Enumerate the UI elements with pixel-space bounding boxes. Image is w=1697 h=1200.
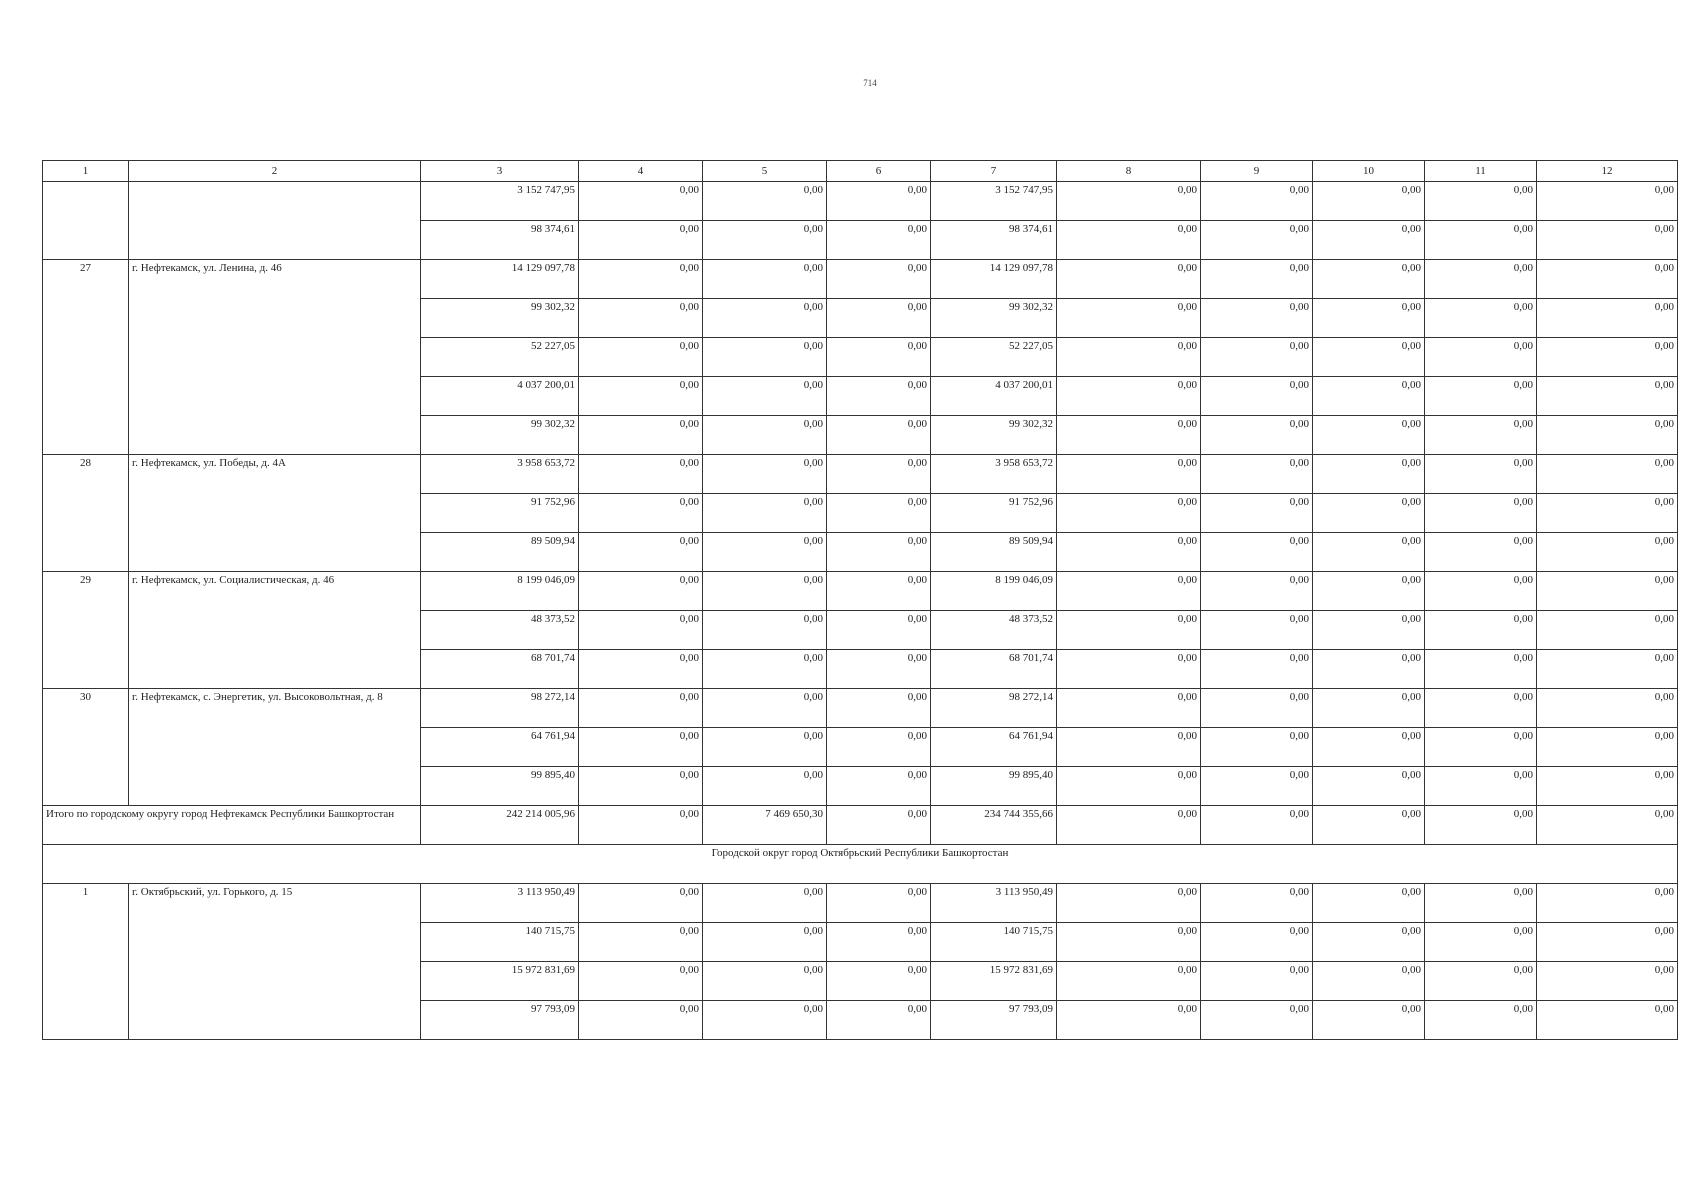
value-cell: 0,00 (579, 221, 703, 260)
value-cell: 0,00 (827, 962, 931, 1001)
value-cell: 0,00 (827, 260, 931, 299)
row-number: 29 (43, 572, 129, 689)
value-cell: 64 761,94 (931, 728, 1057, 767)
value-cell: 0,00 (1201, 689, 1313, 728)
value-cell: 0,00 (1425, 923, 1537, 962)
value-cell: 3 152 747,95 (421, 182, 579, 221)
value-cell: 0,00 (1313, 494, 1425, 533)
value-cell: 0,00 (1057, 260, 1201, 299)
value-cell: 0,00 (1057, 416, 1201, 455)
value-cell: 0,00 (1425, 416, 1537, 455)
column-header: 5 (703, 161, 827, 182)
value-cell: 14 129 097,78 (421, 260, 579, 299)
value-cell: 0,00 (703, 1001, 827, 1040)
value-cell: 0,00 (1057, 221, 1201, 260)
value-cell: 0,00 (1425, 650, 1537, 689)
value-cell: 0,00 (579, 416, 703, 455)
value-cell: 0,00 (1313, 923, 1425, 962)
value-cell: 0,00 (1537, 728, 1678, 767)
value-cell: 0,00 (579, 572, 703, 611)
section-row (43, 845, 1678, 884)
value-cell: 0,00 (1313, 299, 1425, 338)
value-cell: 0,00 (827, 221, 931, 260)
value-cell: 0,00 (1425, 884, 1537, 923)
value-cell: 0,00 (1425, 260, 1537, 299)
table-row (43, 572, 1678, 611)
value-cell: 0,00 (703, 962, 827, 1001)
value-cell: 0,00 (827, 377, 931, 416)
row-number (43, 182, 129, 260)
value-cell: 91 752,96 (421, 494, 579, 533)
row-number: 27 (43, 260, 129, 455)
value-cell: 0,00 (1425, 377, 1537, 416)
value-cell: 0,00 (1313, 533, 1425, 572)
value-cell: 0,00 (827, 494, 931, 533)
value-cell: 0,00 (1057, 338, 1201, 377)
value-cell: 0,00 (1201, 962, 1313, 1001)
value-cell: 0,00 (1057, 728, 1201, 767)
value-cell: 0,00 (1313, 884, 1425, 923)
value-cell: 0,00 (1313, 377, 1425, 416)
column-header: 11 (1425, 161, 1537, 182)
address-cell: г. Октябрьский, ул. Горького, д. 15 (129, 884, 421, 1040)
value-cell: 15 972 831,69 (421, 962, 579, 1001)
column-header: 12 (1537, 161, 1678, 182)
value-cell: 0,00 (1537, 455, 1678, 494)
value-cell: 4 037 200,01 (421, 377, 579, 416)
value-cell: 0,00 (1057, 611, 1201, 650)
value-cell: 0,00 (1057, 377, 1201, 416)
value-cell: 8 199 046,09 (931, 572, 1057, 611)
value-cell: 0,00 (579, 260, 703, 299)
column-header: 6 (827, 161, 931, 182)
value-cell: 0,00 (703, 221, 827, 260)
value-cell: 89 509,94 (421, 533, 579, 572)
column-header: 10 (1313, 161, 1425, 182)
value-cell: 14 129 097,78 (931, 260, 1057, 299)
value-cell: 3 958 653,72 (931, 455, 1057, 494)
value-cell: 0,00 (703, 182, 827, 221)
value-cell: 0,00 (1313, 767, 1425, 806)
value-cell: 0,00 (827, 455, 931, 494)
column-header: 3 (421, 161, 579, 182)
value-cell: 0,00 (1057, 182, 1201, 221)
value-cell: 91 752,96 (931, 494, 1057, 533)
table-wrapper (42, 160, 1678, 1040)
value-cell: 0,00 (1537, 221, 1678, 260)
value-cell: 0,00 (1057, 533, 1201, 572)
value-cell: 140 715,75 (421, 923, 579, 962)
value-cell: 68 701,74 (931, 650, 1057, 689)
column-header: 2 (129, 161, 421, 182)
total-value: 0,00 (1425, 806, 1537, 845)
value-cell: 99 302,32 (421, 416, 579, 455)
value-cell: 0,00 (1201, 455, 1313, 494)
value-cell: 0,00 (827, 416, 931, 455)
address-cell: г. Нефтекамск, ул. Социалистическая, д. 46 (129, 572, 421, 689)
value-cell: 0,00 (579, 1001, 703, 1040)
value-cell: 0,00 (1057, 299, 1201, 338)
total-value: 7 469 650,30 (703, 806, 827, 845)
value-cell: 99 895,40 (931, 767, 1057, 806)
address-cell: г. Нефтекамск, ул. Победы, д. 4А (129, 455, 421, 572)
value-cell: 0,00 (1201, 650, 1313, 689)
value-cell: 0,00 (703, 650, 827, 689)
value-cell: 0,00 (1537, 884, 1678, 923)
value-cell: 0,00 (1313, 416, 1425, 455)
value-cell: 0,00 (1201, 728, 1313, 767)
value-cell: 0,00 (1201, 221, 1313, 260)
value-cell: 0,00 (703, 611, 827, 650)
table-row (43, 689, 1678, 728)
value-cell: 0,00 (827, 533, 931, 572)
value-cell: 0,00 (703, 767, 827, 806)
value-cell: 0,00 (1425, 572, 1537, 611)
value-cell: 0,00 (1057, 767, 1201, 806)
row-number: 30 (43, 689, 129, 806)
value-cell: 0,00 (1425, 182, 1537, 221)
value-cell: 0,00 (1313, 1001, 1425, 1040)
value-cell: 0,00 (703, 494, 827, 533)
value-cell: 0,00 (1425, 494, 1537, 533)
value-cell: 0,00 (827, 182, 931, 221)
value-cell: 0,00 (1057, 494, 1201, 533)
value-cell: 0,00 (579, 923, 703, 962)
value-cell: 0,00 (703, 260, 827, 299)
value-cell: 3 152 747,95 (931, 182, 1057, 221)
value-cell: 0,00 (579, 182, 703, 221)
value-cell: 0,00 (827, 338, 931, 377)
address-cell: г. Нефтекамск, с. Энергетик, ул. Высоковольтная, д. 8 (129, 689, 421, 806)
total-value: 0,00 (1057, 806, 1201, 845)
value-cell: 0,00 (1057, 572, 1201, 611)
value-cell: 0,00 (703, 728, 827, 767)
address-cell: г. Нефтекамск, ул. Ленина, д. 46 (129, 260, 421, 455)
value-cell: 0,00 (703, 572, 827, 611)
total-value: 234 744 355,66 (931, 806, 1057, 845)
value-cell: 0,00 (1313, 221, 1425, 260)
value-cell: 0,00 (1425, 221, 1537, 260)
column-header: 8 (1057, 161, 1201, 182)
value-cell: 0,00 (1313, 338, 1425, 377)
value-cell: 0,00 (1057, 689, 1201, 728)
value-cell: 4 037 200,01 (931, 377, 1057, 416)
value-cell: 0,00 (1537, 299, 1678, 338)
value-cell: 64 761,94 (421, 728, 579, 767)
value-cell: 0,00 (827, 923, 931, 962)
value-cell: 97 793,09 (421, 1001, 579, 1040)
value-cell: 0,00 (1057, 1001, 1201, 1040)
value-cell: 140 715,75 (931, 923, 1057, 962)
value-cell: 0,00 (827, 572, 931, 611)
table-row (43, 260, 1678, 299)
value-cell: 0,00 (827, 650, 931, 689)
value-cell: 0,00 (1537, 611, 1678, 650)
column-header: 4 (579, 161, 703, 182)
value-cell: 0,00 (1425, 611, 1537, 650)
value-cell: 52 227,05 (421, 338, 579, 377)
column-header: 1 (43, 161, 129, 182)
value-cell: 0,00 (1537, 182, 1678, 221)
value-cell: 0,00 (827, 728, 931, 767)
header-row (43, 161, 1678, 182)
value-cell: 3 113 950,49 (421, 884, 579, 923)
value-cell: 48 373,52 (421, 611, 579, 650)
value-cell: 0,00 (1313, 182, 1425, 221)
value-cell: 99 895,40 (421, 767, 579, 806)
value-cell: 0,00 (1201, 923, 1313, 962)
value-cell: 0,00 (1201, 416, 1313, 455)
value-cell: 3 958 653,72 (421, 455, 579, 494)
value-cell: 0,00 (827, 1001, 931, 1040)
value-cell: 0,00 (1425, 767, 1537, 806)
value-cell: 0,00 (827, 884, 931, 923)
value-cell: 8 199 046,09 (421, 572, 579, 611)
value-cell: 0,00 (1537, 260, 1678, 299)
value-cell: 0,00 (1057, 962, 1201, 1001)
value-cell: 0,00 (1201, 533, 1313, 572)
total-value: 0,00 (1313, 806, 1425, 845)
table-row (43, 182, 1678, 221)
page-number: 714 (863, 78, 877, 88)
value-cell: 0,00 (579, 377, 703, 416)
value-cell: 0,00 (579, 962, 703, 1001)
value-cell: 0,00 (579, 650, 703, 689)
value-cell: 0,00 (1425, 689, 1537, 728)
total-row (43, 806, 1678, 845)
value-cell: 0,00 (1537, 962, 1678, 1001)
data-table (42, 160, 1678, 1040)
value-cell: 0,00 (703, 416, 827, 455)
value-cell: 0,00 (579, 299, 703, 338)
value-cell: 0,00 (1201, 1001, 1313, 1040)
value-cell: 99 302,32 (421, 299, 579, 338)
value-cell: 0,00 (1537, 1001, 1678, 1040)
value-cell: 0,00 (579, 884, 703, 923)
value-cell: 68 701,74 (421, 650, 579, 689)
value-cell: 0,00 (1057, 884, 1201, 923)
table-row (43, 455, 1678, 494)
value-cell: 0,00 (579, 728, 703, 767)
value-cell: 0,00 (579, 689, 703, 728)
table-body (43, 161, 1678, 1040)
value-cell: 0,00 (1425, 728, 1537, 767)
value-cell: 0,00 (579, 767, 703, 806)
value-cell: 0,00 (1057, 650, 1201, 689)
value-cell: 0,00 (1425, 962, 1537, 1001)
value-cell: 3 113 950,49 (931, 884, 1057, 923)
value-cell: 0,00 (1313, 689, 1425, 728)
value-cell: 99 302,32 (931, 299, 1057, 338)
value-cell: 0,00 (1537, 533, 1678, 572)
value-cell: 0,00 (1425, 455, 1537, 494)
value-cell: 0,00 (1201, 182, 1313, 221)
value-cell: 0,00 (1201, 884, 1313, 923)
total-value: 242 214 005,96 (421, 806, 579, 845)
value-cell: 98 272,14 (931, 689, 1057, 728)
value-cell: 0,00 (1537, 494, 1678, 533)
value-cell: 0,00 (1313, 650, 1425, 689)
address-cell (129, 182, 421, 260)
value-cell: 0,00 (1057, 455, 1201, 494)
value-cell: 0,00 (1425, 1001, 1537, 1040)
value-cell: 0,00 (1537, 572, 1678, 611)
value-cell: 0,00 (1313, 962, 1425, 1001)
value-cell: 0,00 (1313, 260, 1425, 299)
value-cell: 0,00 (827, 611, 931, 650)
total-value: 0,00 (1537, 806, 1678, 845)
value-cell: 0,00 (703, 377, 827, 416)
value-cell: 0,00 (1313, 455, 1425, 494)
value-cell: 98 374,61 (421, 221, 579, 260)
value-cell: 0,00 (1057, 923, 1201, 962)
value-cell: 0,00 (579, 533, 703, 572)
total-value: 0,00 (1201, 806, 1313, 845)
value-cell: 0,00 (1425, 533, 1537, 572)
value-cell: 0,00 (1313, 728, 1425, 767)
section-title: Городской округ город Октябрьский Республики Башкортостан (43, 845, 1678, 884)
row-number: 28 (43, 455, 129, 572)
total-value: 0,00 (579, 806, 703, 845)
value-cell: 89 509,94 (931, 533, 1057, 572)
value-cell: 0,00 (1313, 572, 1425, 611)
value-cell: 52 227,05 (931, 338, 1057, 377)
value-cell: 97 793,09 (931, 1001, 1057, 1040)
column-header: 9 (1201, 161, 1313, 182)
value-cell: 0,00 (703, 884, 827, 923)
value-cell: 48 373,52 (931, 611, 1057, 650)
value-cell: 0,00 (579, 611, 703, 650)
value-cell: 0,00 (827, 767, 931, 806)
value-cell: 0,00 (579, 455, 703, 494)
value-cell: 0,00 (827, 299, 931, 338)
value-cell: 0,00 (1537, 338, 1678, 377)
value-cell: 0,00 (1201, 377, 1313, 416)
value-cell: 15 972 831,69 (931, 962, 1057, 1001)
value-cell: 0,00 (703, 338, 827, 377)
value-cell: 98 374,61 (931, 221, 1057, 260)
value-cell: 0,00 (579, 494, 703, 533)
value-cell: 0,00 (703, 533, 827, 572)
value-cell: 0,00 (1313, 611, 1425, 650)
value-cell: 0,00 (1537, 377, 1678, 416)
column-header: 7 (931, 161, 1057, 182)
value-cell: 98 272,14 (421, 689, 579, 728)
total-value: 0,00 (827, 806, 931, 845)
table-row (43, 884, 1678, 923)
value-cell: 0,00 (1425, 299, 1537, 338)
value-cell: 0,00 (1201, 299, 1313, 338)
value-cell: 0,00 (1537, 650, 1678, 689)
value-cell: 0,00 (827, 689, 931, 728)
value-cell: 0,00 (1201, 767, 1313, 806)
value-cell: 0,00 (1425, 338, 1537, 377)
value-cell: 0,00 (1201, 338, 1313, 377)
value-cell: 0,00 (1537, 923, 1678, 962)
total-label: Итого по городскому округу город Нефтекамск Республики Башкортостан (43, 806, 421, 845)
value-cell: 0,00 (1537, 767, 1678, 806)
value-cell: 0,00 (703, 923, 827, 962)
value-cell: 0,00 (1201, 260, 1313, 299)
value-cell: 0,00 (1537, 416, 1678, 455)
value-cell: 0,00 (1201, 494, 1313, 533)
value-cell: 0,00 (1537, 689, 1678, 728)
value-cell: 0,00 (579, 338, 703, 377)
value-cell: 0,00 (703, 689, 827, 728)
value-cell: 0,00 (703, 299, 827, 338)
value-cell: 0,00 (703, 455, 827, 494)
value-cell: 99 302,32 (931, 416, 1057, 455)
row-number: 1 (43, 884, 129, 1040)
value-cell: 0,00 (1201, 611, 1313, 650)
value-cell: 0,00 (1201, 572, 1313, 611)
